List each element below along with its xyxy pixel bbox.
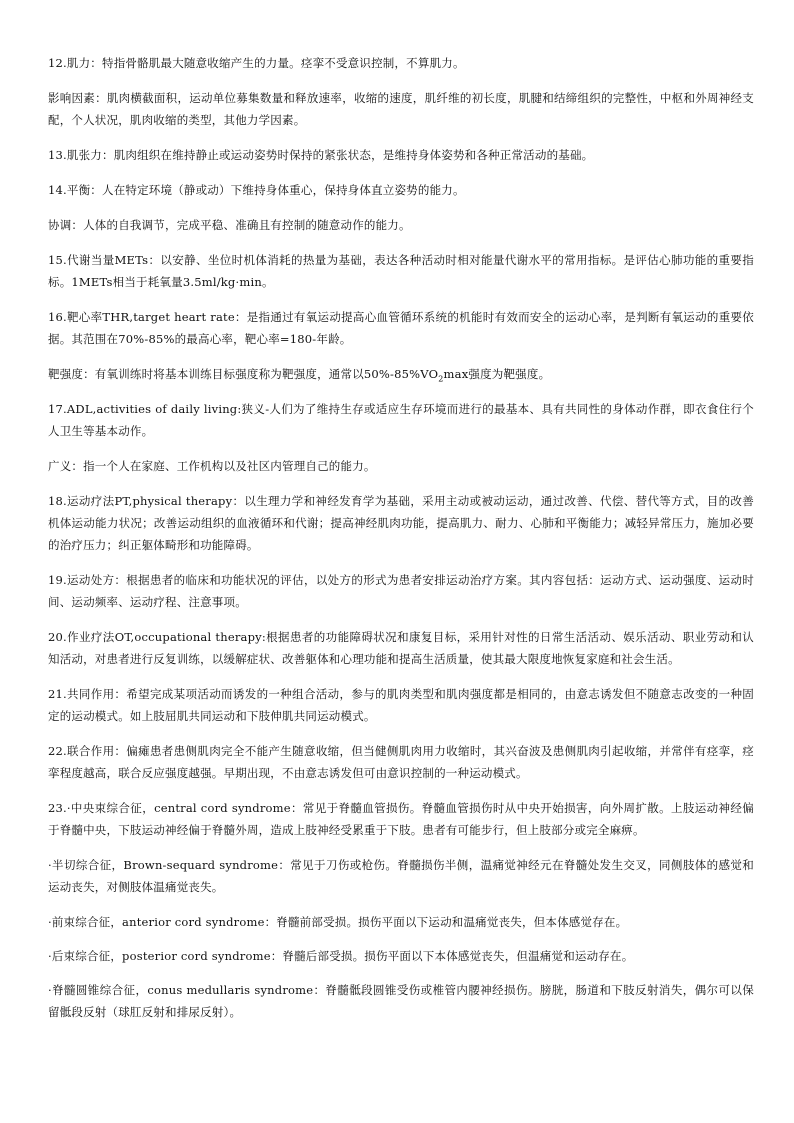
- paragraph-adl: 17.ADL,activities of daily living:狭义-人们为了维持生存或适应生存环境而进行的最基本、具有共同性的身体动作群，即衣食住行个人卫生等基本动作。: [48, 402, 754, 438]
- paragraph-muscle-tone: 13.肌张力：肌肉组织在维持静止或运动姿势时保持的紧张状态，是维持身体姿势和各种正常活动的基础。: [48, 148, 594, 162]
- paragraph-brown-sequard-syndrome: ·半切综合征，Brown-sequard syndrome：常见于刀伤或枪伤。脊髓损伤半侧，温痛觉神经元在脊髓处发生交叉，同侧肢体的感觉和运动丧失，对侧肢体温痛觉丧失。: [48, 858, 754, 894]
- paragraph-muscle-strength: 12.肌力：特指骨骼肌最大随意收缩产生的力量。痉挛不受意识控制，不算肌力。: [48, 56, 465, 70]
- target-intensity-text: 靶强度：有氧训练时将基本训练目标强度称为靶强度，通常以50%-85%VO: [48, 367, 439, 381]
- paragraph-physical-therapy: 18.运动疗法PT,physical therapy：以生理力学和神经发育学为基础，采用主动或被动运动，通过改善、代偿、替代等方式，目的改善机体运动能力状况；改善运动组织的血液循环和代谢；提高神经肌肉功能，提高肌力、耐力、心肺和平衡能力；减轻异常压力，施加必要的治疗压力；纠正躯体畸形和功能障碍。: [48, 494, 754, 552]
- paragraph-posterior-cord-syndrome: ·后束综合征，posterior cord syndrome：脊髓后部受损。损伤平面以下本体感觉丧失，但温痛觉和运动存在。: [48, 949, 634, 963]
- paragraph-synergy: 21.共同作用：希望完成某项活动而诱发的一种组合活动，参与的肌肉类型和肌肉强度都是相同的，由意志诱发但不随意志改变的一种固定的运动模式。如上肢屈肌共同运动和下肢伸肌共同运动模式。: [48, 687, 754, 723]
- vo2-subscript: 2: [438, 374, 444, 384]
- paragraph-target-intensity: [48, 363, 754, 385]
- paragraph-adl-broad: 广义：指一个人在家庭、工作机构以及社区内管理自己的能力。: [48, 459, 376, 473]
- paragraph-balance: 14.平衡：人在特定环境（静或动）下维持身体重心，保持身体直立姿势的能力。: [48, 183, 465, 197]
- paragraph-central-cord-syndrome: 23.·中央束综合征，central cord syndrome：常见于脊髓血管损伤。脊髓血管损伤时从中央开始损害，向外周扩散。上肢运动神经偏于脊髓中央，下肢运动神经偏于脊髓外周，造成上肢神经受累重于下肢。患者有可能步行，但上肢部分或完全麻痹。: [48, 801, 754, 837]
- paragraph-target-heart-rate: 16.靶心率THR,target heart rate：是指通过有氧运动提高心血管循环系统的机能时有效而安全的运动心率，是判断有氧运动的重要依据。其范围在70%-85%的最高心率，靶心率=180-年龄。: [48, 310, 754, 346]
- paragraph-mets: 15.代谢当量METs：以安静、坐位时机体消耗的热量为基础，表达各种活动时相对能量代谢水平的常用指标。是评估心肺功能的重要指标。1METs相当于耗氧量3.5ml/kg·min。: [48, 253, 754, 289]
- paragraph-exercise-prescription: 19.运动处方：根据患者的临床和功能状况的评估，以处方的形式为患者安排运动治疗方案。其内容包括：运动方式、运动强度、运动时间、运动频率、运动疗程、注意事项。: [48, 573, 754, 609]
- paragraph-associated-reaction: 22.联合作用：偏瘫患者患侧肌肉完全不能产生随意收缩，但当健侧肌肉用力收缩时，其兴奋波及患侧肌肉引起收缩，并常伴有痉挛，痉挛程度越高，联合反应强度越强。早期出现，不由意志诱发但可由意识控制的一种运动模式。: [48, 744, 754, 780]
- target-intensity-text-end: max强度为靶强度。: [443, 367, 551, 381]
- paragraph-anterior-cord-syndrome: ·前束综合征，anterior cord syndrome：脊髓前部受损。损伤平面以下运动和温痛觉丧失，但本体感觉存在。: [48, 915, 628, 929]
- paragraph-influencing-factors: 影响因素：肌肉横截面积，运动单位募集数量和释放速率，收缩的速度，肌纤维的初长度，肌腱和结缔组织的完整性，中枢和外周神经支配，个人状况，肌肉收缩的类型，其他力学因素。: [48, 91, 754, 127]
- paragraph-conus-medullaris-syndrome: ·脊髓圆锥综合征，conus medullaris syndrome：脊髓骶段圆锥受伤或椎管内腰神经损伤。膀胱，肠道和下肢反射消失，偶尔可以保留骶段反射（球肛反射和排尿反射）。: [48, 983, 754, 1019]
- paragraph-coordination: 协调：人体的自我调节，完成平稳、准确且有控制的随意动作的能力。: [48, 218, 411, 232]
- paragraph-occupational-therapy: 20.作业疗法OT,occupational therapy:根据患者的功能障碍状况和康复目标，采用针对性的日常生活活动、娱乐活动、职业劳动和认知活动，对患者进行反复训练，以缓解症状、改善躯体和心理功能和提高生活质量，使其最大限度地恢复家庭和社会生活。: [48, 630, 754, 666]
